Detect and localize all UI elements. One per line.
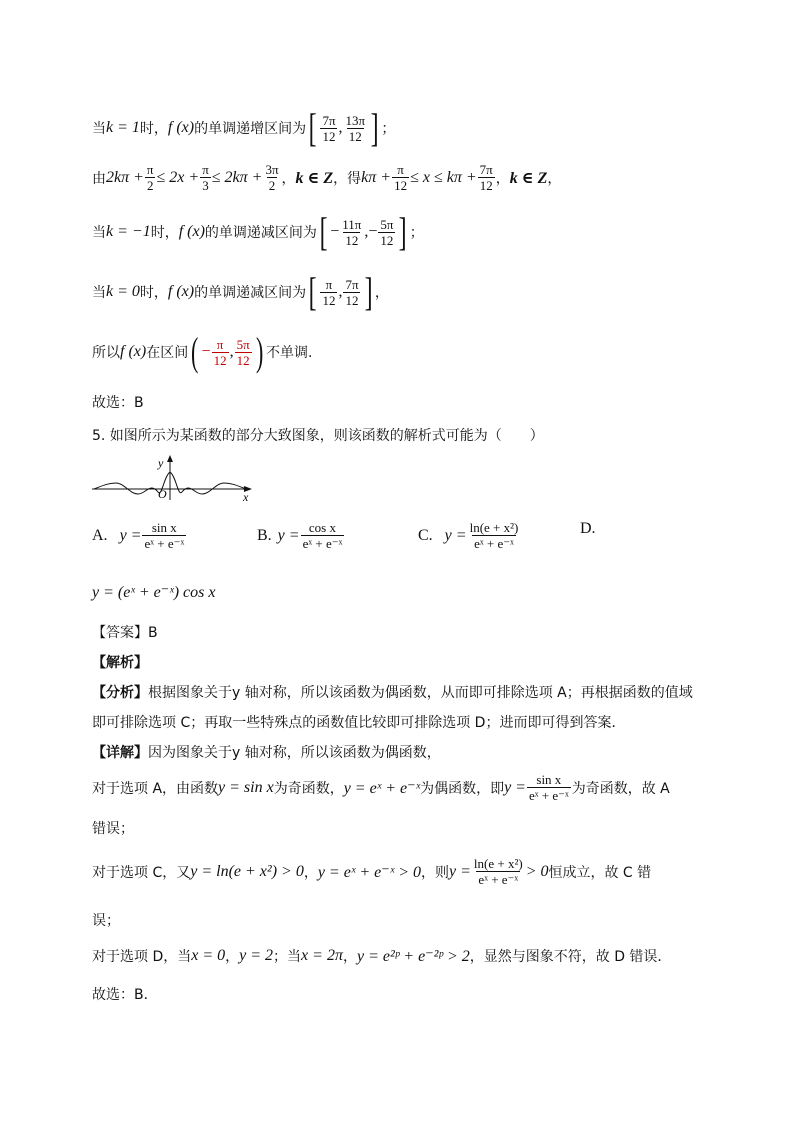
- option-label: B.: [257, 526, 272, 544]
- math: f (x): [178, 223, 205, 240]
- fraction: $\frac{13\pi}{12}$: [345, 112, 366, 144]
- origin-label: O: [158, 487, 167, 501]
- text: ；: [381, 121, 396, 137]
- paren-left: (: [191, 329, 199, 374]
- text: 时，: [139, 121, 168, 137]
- math: k ∈ Z: [295, 169, 334, 187]
- analysis-c: [92, 856, 651, 887]
- math: kπ +: [361, 168, 392, 186]
- text: 即可排除选项 C；再取一些特殊点的函数值比较即可排除选项 D；进而即可得到答案．: [92, 715, 626, 731]
- option-label: A.: [92, 526, 108, 544]
- text: 的单调递减区间为: [204, 225, 317, 241]
- fraction: $\frac{\text{ln(e + x²)}}{\text{eˣ + e⁻ˣ}}$: [473, 856, 523, 887]
- fraction: $\frac{\pi}{12}$: [394, 162, 408, 193]
- text: 为偶函数，即: [420, 780, 505, 797]
- math: y =: [449, 862, 471, 880]
- text: ，: [547, 170, 562, 187]
- text: 所以: [92, 345, 120, 361]
- text: ，显然与图象不符，故 D 错误．: [469, 949, 672, 965]
- math: y = (eˣ + e⁻ˣ) cos x: [92, 584, 216, 601]
- answer-text: 【答案】B: [92, 625, 158, 641]
- line-choose-b: [92, 392, 144, 412]
- option-a: [92, 520, 187, 551]
- option-c: [418, 520, 521, 551]
- math: ,−: [364, 223, 378, 240]
- math: ≤ x ≤ kπ +: [410, 168, 477, 186]
- text: ，: [342, 949, 357, 965]
- math: f (x): [167, 119, 195, 136]
- math: y =: [119, 526, 142, 544]
- math: y =: [504, 778, 526, 796]
- paren-right: ): [255, 329, 263, 374]
- bracket-left: [: [319, 209, 328, 254]
- text: 当: [92, 285, 106, 301]
- line-k0: 当 k = 0 时， f (x) 的单调递减区间为 [ $\frac{\pi}{12}$ , $\frac{7\pi}{12}$ ] ，: [92, 269, 389, 314]
- fraction: $\frac{5\pi}{12}$: [380, 216, 394, 248]
- text: 当: [92, 121, 106, 137]
- fenxi-line-1: [92, 682, 693, 702]
- text: 在区间: [146, 345, 189, 361]
- text: 对于选项 D，当: [92, 949, 192, 965]
- analysis-a: [92, 772, 670, 803]
- text: ，: [281, 170, 296, 187]
- math: ≤ 2x +: [156, 168, 200, 186]
- bracket-right: ]: [364, 269, 373, 314]
- option-label: C.: [418, 526, 433, 544]
- answer: [92, 622, 158, 642]
- text: 因为图象关于y 轴对称，所以该函数为偶函数，: [148, 745, 441, 761]
- fraction: $\frac{7\pi}{12}$: [322, 112, 336, 144]
- text: 时，: [150, 225, 179, 241]
- text: ，: [374, 285, 389, 301]
- bracket-right: ]: [370, 105, 379, 150]
- text: ，: [303, 864, 318, 881]
- fraction: $\frac{\pi}{2}$: [146, 162, 154, 193]
- text: 对于选项 A，由函数: [92, 780, 219, 797]
- math: −: [330, 223, 340, 240]
- x-axis-label: x: [243, 490, 249, 502]
- text: 误；: [92, 913, 120, 929]
- fraction: $\frac{7\pi}{12}$: [345, 276, 359, 308]
- text: ；: [409, 225, 424, 241]
- text: 不单调.: [265, 345, 313, 361]
- math: k = 0: [106, 283, 140, 300]
- y-axis-arrow: [167, 455, 173, 462]
- bracket-left: [: [308, 269, 317, 314]
- fenxi-line-2: [92, 712, 625, 732]
- text: 为奇函数，故 A: [571, 780, 670, 797]
- math: y = sin x: [218, 778, 274, 796]
- line-k-neg1: [92, 209, 424, 254]
- fraction: $\frac{\pi}{12}$: [322, 276, 336, 308]
- math: k ∈ Z: [509, 169, 548, 187]
- math: y = e²ᵖ + e⁻²ᵖ > 2: [356, 948, 470, 965]
- analysis-a-cont: [92, 818, 134, 838]
- math: −: [201, 343, 211, 360]
- line-k1: 当 k = 1 时， f (x) 的单调递增区间为 [ $\frac{7\pi}{12}$ , $\frac{13\pi}{12}$ ] ；: [92, 105, 396, 150]
- tag: 【详解】: [92, 745, 148, 761]
- math: y = 2: [239, 947, 274, 964]
- math: x = 0: [191, 947, 226, 964]
- math: k = −1: [106, 223, 151, 240]
- analysis-heading: [92, 652, 148, 672]
- fraction: $\frac{\pi}{12}$: [213, 336, 227, 368]
- math: y = ln(e + x²) > 0: [190, 862, 304, 880]
- math: 2kπ +: [106, 168, 144, 186]
- y-axis-label: y: [158, 456, 164, 470]
- text: 时，: [139, 285, 168, 301]
- text: 对于选项 C，又: [92, 864, 191, 881]
- text: 为奇函数，: [273, 780, 344, 797]
- fraction: $\frac{\pi}{3}$: [202, 162, 209, 193]
- math: y =: [277, 526, 300, 544]
- math: x = 2π: [301, 947, 343, 964]
- math: > 0: [525, 862, 549, 880]
- text: ；当: [273, 949, 302, 965]
- text: 恒成立，故 C 错: [548, 864, 652, 881]
- fraction: $\frac{5\pi}{12}$: [236, 336, 250, 368]
- bracket-right: ]: [399, 209, 408, 254]
- option-d: [580, 520, 596, 538]
- fraction: $\frac{\text{sin x}}{\text{eˣ + e⁻ˣ}}$: [528, 772, 569, 803]
- text: ，: [495, 170, 510, 187]
- analysis-d: [92, 946, 671, 966]
- fraction: $\frac{3\pi}{2}$: [265, 162, 279, 193]
- option-label: D.: [580, 520, 596, 537]
- fraction: $\frac{7\pi}{12}$: [479, 162, 493, 193]
- text: ，得: [333, 170, 362, 187]
- fraction: $\frac{\text{sin x}}{\text{eˣ + e⁻ˣ}}$: [144, 520, 185, 551]
- function-graph: [92, 452, 262, 502]
- text: 错误；: [92, 821, 134, 837]
- line-conclusion: 所以 f (x) 在区间 ( − $\frac{\pi}{12}$ , $\frac{5\pi}{12}$ ) 不单调.: [92, 329, 313, 374]
- math: f (x): [167, 283, 195, 300]
- fraction: $\frac{11\pi}{12}$: [342, 216, 362, 248]
- math: y =: [444, 526, 467, 544]
- analysis-c-cont: [92, 910, 120, 930]
- text: ，则: [421, 864, 449, 881]
- math: y = eˣ + e⁻ˣ: [343, 779, 421, 797]
- option-b: [257, 520, 345, 551]
- text: 故选：B: [92, 395, 144, 411]
- text: 由: [92, 170, 106, 187]
- math: k = 1: [106, 119, 140, 136]
- math: ≤ 2kπ +: [211, 168, 263, 186]
- text: 的单调递减区间为: [194, 285, 307, 301]
- math: f (x): [120, 343, 147, 360]
- question-text: 5. 如图所示为某函数的部分大致图象，则该函数的解析式可能为（ ）: [92, 428, 544, 444]
- fraction: $\frac{\text{ln(e + x²)}}{\text{eˣ + e⁻ˣ}}$: [469, 520, 519, 551]
- text: 故选：B．: [92, 987, 158, 1003]
- bracket-left: [: [308, 105, 317, 150]
- heading: 【解析】: [92, 655, 148, 671]
- question-5: [92, 425, 544, 445]
- option-d-formula: [92, 582, 215, 602]
- text: 的单调递增区间为: [194, 121, 307, 137]
- text: ，: [225, 949, 240, 965]
- line-solve: [92, 162, 561, 193]
- math: y = eˣ + e⁻ˣ > 0: [317, 863, 421, 881]
- text: 根据图象关于y 轴对称，所以该函数为偶函数，从而即可排除选项 A；再根据函数的值域: [148, 685, 693, 701]
- tag: 【分析】: [92, 685, 148, 701]
- text: 当: [92, 225, 106, 241]
- xiangjie-line: [92, 742, 441, 762]
- fraction: $\frac{\text{cos x}}{\text{eˣ + e⁻ˣ}}$: [302, 520, 343, 551]
- final-answer: [92, 984, 158, 1004]
